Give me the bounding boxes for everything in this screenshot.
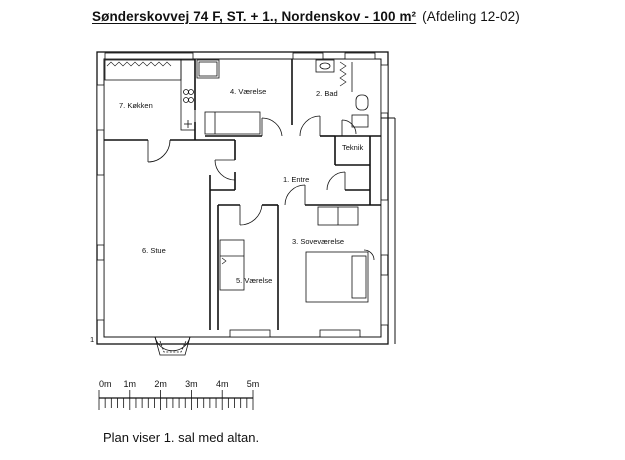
label-tech: Teknik bbox=[342, 143, 364, 152]
bedroom-fixtures bbox=[306, 207, 374, 302]
label-bath: 2. Bad bbox=[316, 89, 338, 98]
label-room5: 5. Værelse bbox=[236, 276, 273, 285]
label-room4: 4. Værelse bbox=[230, 87, 267, 96]
address-heading: Sønderskovvej 74 F, ST. + 1., Nordenskov - 100 m² bbox=[92, 9, 417, 24]
label-kitchen: 7. Køkken bbox=[119, 101, 153, 110]
scale-label: 0m bbox=[99, 379, 112, 389]
scale-label: 5m bbox=[246, 379, 260, 389]
scale-label: 1m bbox=[123, 379, 137, 389]
scale-bar-labels bbox=[99, 379, 259, 389]
room4-fixtures bbox=[197, 60, 260, 134]
kitchen-fixtures bbox=[105, 60, 195, 130]
scale-label: 3m bbox=[185, 379, 198, 389]
label-living: 6. Stue bbox=[142, 246, 166, 255]
interior-walls bbox=[104, 59, 381, 330]
scale-bar-ticks bbox=[99, 390, 253, 410]
doors bbox=[148, 116, 356, 351]
label-bedroom: 3. Soveværelse bbox=[292, 237, 345, 246]
department-label: (Afdeling 12-02) bbox=[422, 9, 520, 24]
room-labels bbox=[119, 87, 364, 285]
side-mark: 1 bbox=[90, 335, 95, 344]
label-entrance: 1. Entre bbox=[283, 175, 310, 184]
scale-label: 2m bbox=[154, 379, 167, 389]
scale-label: 4m bbox=[215, 379, 229, 389]
scale-bar bbox=[99, 379, 259, 410]
plan-caption: Plan viser 1. sal med altan. bbox=[103, 430, 260, 445]
